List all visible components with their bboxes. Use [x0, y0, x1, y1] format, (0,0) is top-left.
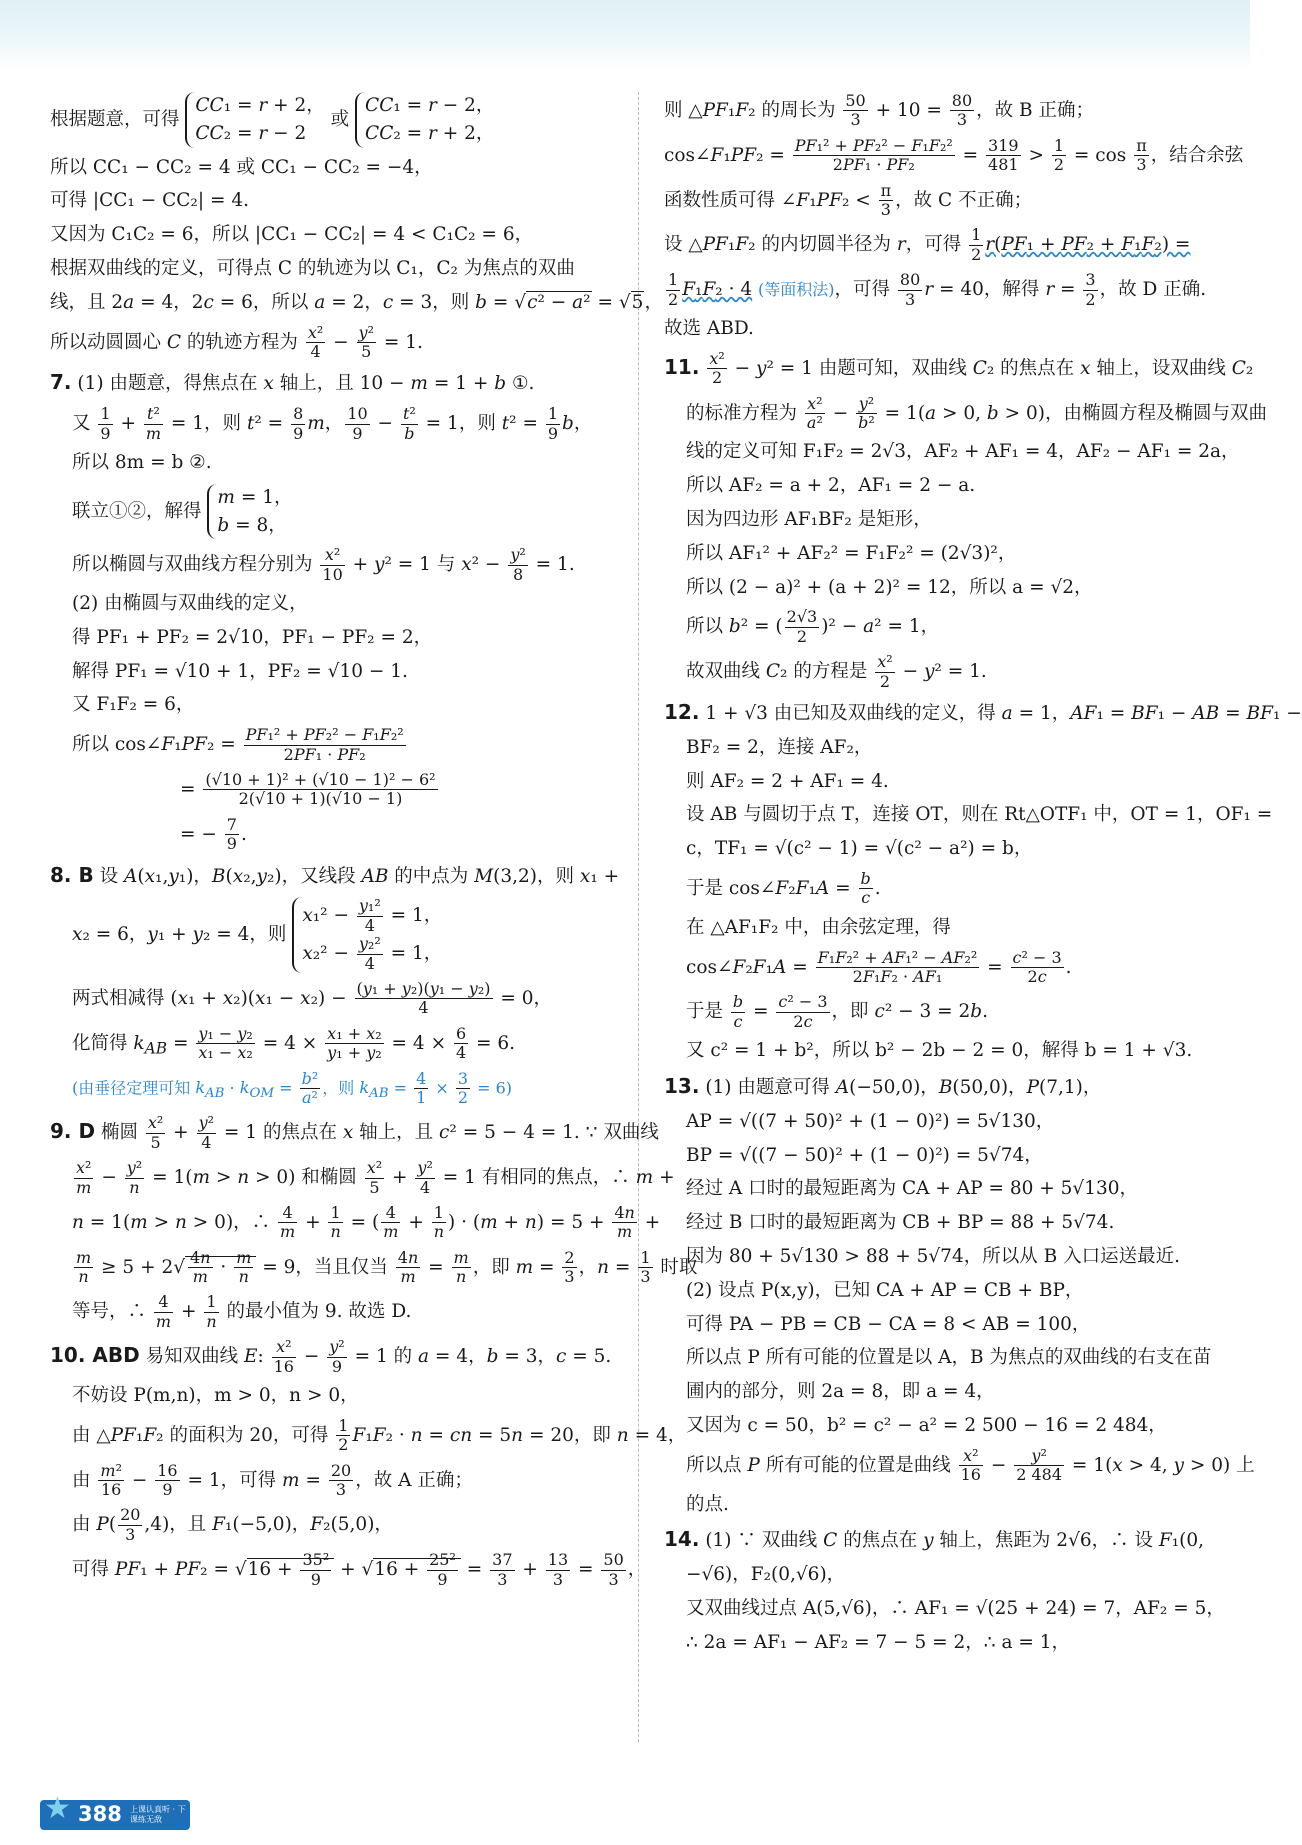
text-line: 又 c² = 1 + b²，所以 b² − 2b − 2 = 0，解得 b = 1 + √3. — [686, 1040, 1193, 1062]
text-line: 又 F₁F₂ = 6， — [72, 694, 195, 716]
text-line: = $\frac{\text{(√10 + 1)² + (√10 − 1)² − 6²}}{2(√10 + 1)(√10 - 1)}$ — [180, 770, 436, 809]
text-line: 联立①②，解得 m = 1， b = 8， — [50, 484, 618, 540]
text-line: 所以 (2 − a)² + (a + 2)² = 12，所以 a = √2， — [686, 576, 1093, 598]
text-line: AP = √((7 + 50)² + (1 − 0)²) = 5√130， — [686, 1110, 1055, 1132]
text-line: $\frac{1}{2}$ F₁F₂ · 4 (等面积法)，可得 $\frac{80}{3}$ r = 40，解得 r = $\frac{3}{2}$ ，故 D 正确. — [668, 270, 1207, 309]
text-line: 故双曲线 C₂ 的方程是 $\frac{\text{x²}}{2}$ − y² = 1. — [686, 652, 987, 691]
text-line: 所以椭圆与双曲线方程分别为 $\frac{\text{x²}}{10}$ + y² = 1 与 x² − $\frac{\text{y²}}{8}$ = 1. — [72, 545, 575, 584]
left-column — [50, 92, 698, 1596]
text-line: 经过 B 口时的最短距离为 CB + BP = 88 + 5√74. — [686, 1212, 1115, 1234]
column-divider — [638, 92, 639, 1742]
text-line: $\frac{\text{x²}}{m}$ − $\frac{\text{y²}}{n}$ = 1(m > n > 0) 和椭圆 $\frac{\text{x²}}{5}$ + $\frac{\text{y²}}{4}$ = 1 有相同的焦点，∴ m + — [76, 1158, 675, 1197]
text-line: x₂ = 6，y₁ + y₂ = 4，则 x₁² − $\frac{\text{y₁²}}{4}$ = 1， x₂² − $\frac{\text{y₂²}}{4}$ = 1， — [72, 896, 443, 973]
text-line: BF₂ = 2，连接 AF₂， — [686, 736, 873, 758]
text-line: 等号，∴ $\frac{4}{m}$ + $\frac{1}{n}$ 的最小值为 9. 故选 D. — [72, 1292, 412, 1331]
text-line: 根据题意，可得 CC₁ = r + 2， CC₂ = r − 2 或 CC₁ = r − 2， CC₂ = r + 2， — [50, 92, 618, 148]
question-14: 14. (1) ∵ 双曲线 C 的焦点在 y 轴上，焦距为 2√6，∴ 设 F₁(0, — [664, 1527, 1205, 1552]
text-line: 又因为 C₁C₂ = 6，所以 |CC₁ − CC₂| = 4 < C₁C₂ = 6， — [50, 224, 534, 246]
text-line: 化简得 $k_{AB}$ = $\frac{\text{y₁ − y₂}}{\text{x₁ − x₂}}$ = 4 × $\frac{\text{x₁ + x₂}}{\text{y₁ + y₂}}$ = 4 × $\frac{6}{4}$ = 6. — [72, 1023, 516, 1063]
text-line: 函数性质可得 ∠F₁PF₂ < $\frac{\pi}{3}$ ，故 C 不正确； — [664, 180, 1033, 219]
question-10: 10. ABD 易知双曲线 E: $\frac{\text{x²}}{16}$ − $\frac{\text{y²}}{9}$ = 1 的 a = 4，b = 3，c = 5. — [50, 1337, 612, 1376]
footer-slogan: 上课认真听 · 下课练无敌 — [130, 1805, 186, 1824]
page-number: 388 — [78, 1802, 122, 1826]
text-line: cos∠F₂F₁A = $\frac{\text{F₁F₂² + AF₁² − AF₂²}}{\text{2F₁F₂ · AF₁}}$ = $\frac{\text{c² − 3}}{2c}$ . — [686, 947, 1072, 986]
text-line: 的点. — [686, 1493, 729, 1515]
text-line: 可得 PA − PB = CB − CA = 8 < AB = 100， — [686, 1313, 1091, 1335]
text-line: cos∠F₁PF₂ = $\frac{\text{PF₁² + PF₂² − F₁F₂²}}{\text{2PF₁ · PF₂}}$ = $\frac{319}{481}$ > $\frac{1}{2}$ = cos $\frac{\pi}{3}$ ，结合余弦 — [664, 135, 1244, 175]
text-line: 因为四边形 AF₁BF₂ 是矩形， — [686, 508, 932, 530]
text-line: 所以 CC₁ − CC₂ = 4 或 CC₁ − CC₂ = −4， — [50, 156, 433, 178]
text-line: 所以 AF₁² + AF₂² = F₁F₂² = (2√3)²， — [686, 542, 1017, 564]
text-line: 所以点 P 所有可能的位置是曲线 $\frac{\text{x²}}{16}$ − $\frac{\text{y²}}{2 484}$ = 1(x > 4, y > 0) 上 — [686, 1445, 1255, 1485]
text-line: = − $\frac{7}{9}$ . — [180, 814, 247, 854]
right-column — [664, 91, 1302, 1664]
text-line: 不妨设 P(m,n)，m > 0，n > 0， — [72, 1385, 359, 1407]
text-line: 可得 PF₁ + PF₂ = √16 + $\frac{\text{35²}}{9}$ + √16 + $\frac{\text{25²}}{9}$ = $\frac{37}{3}$ + $\frac{13}{3}$ = $\frac{50}{3}$ ， — [72, 1550, 647, 1589]
text-line: n = 1(m > n > 0)，∴ $\frac{4}{m}$ + $\frac{1}{n}$ = ( $\frac{4}{m}$ + $\frac{1}{n}$ ) · (m + n) = 5 + $\frac{4n}{m}$ + — [72, 1202, 661, 1242]
text-line: (2) 由椭圆与双曲线的定义， — [72, 593, 308, 615]
text-line: 圃内的部分，则 2a = 8，即 a = 4， — [686, 1381, 995, 1403]
text-line: 两式相减得 (x₁ + x₂)(x₁ − x₂) − $\frac{\text{(y₁ + y₂)(y₁ − y₂)}}{4}$ = 0， — [72, 979, 553, 1018]
question-12: 12. 1 + √3 由已知及双曲线的定义，得 a = 1，AF₁ = BF₁ − AB = BF₁ − — [664, 699, 1302, 724]
text-line: BP = √((7 − 50)² + (1 − 0)²) = 5√74， — [686, 1144, 1043, 1166]
question-7: 7. (1) 由题意，得焦点在 x 轴上，且 10 − m = 1 + b ①. — [50, 370, 535, 395]
text-line: 根据双曲线的定义，可得点 C 的轨迹为以 C₁，C₂ 为焦点的双曲 — [50, 257, 575, 279]
text-line: 于是 $\frac{b}{c}$ = $\frac{\text{c² − 3}}{2c}$ ，即 c² − 3 = 2b. — [686, 992, 989, 1031]
question-11: 11. $\frac{\text{x²}}{2}$ − y² = 1 由题可知，双曲线 C₂ 的焦点在 x 轴上，设双曲线 C₂ — [664, 348, 1254, 388]
text-line: 所以 8m = b ②. — [72, 451, 212, 473]
text-line: 所以 b² = ( $\frac{2√3}{2}$ )² − a² = 1， — [686, 607, 940, 646]
text-line: $\frac{m}{n}$ ≥ 5 + 2√ $\frac{4n}{m}$ · $\frac{m}{n}$ = 9，当且仅当 $\frac{4n}{m}$ = $\frac{m}{n}$ ，即 m = $\frac{2}{3}$ ，n = $\frac{1}{3}$ 时取 — [76, 1247, 698, 1287]
text-line: 在 △AF₁F₂ 中，由余弦定理，得 — [686, 916, 951, 938]
text-line: 所以动圆圆心 C 的轨迹方程为 $\frac{\text{x²}}{4}$ − $\frac{\text{y²}}{5}$ = 1. — [50, 322, 423, 361]
text-line: 所以点 P 所有可能的位置是以 A，B 为焦点的双曲线的右支在苗 — [686, 1347, 1212, 1369]
text-line: (2) 设点 P(x,y)，已知 CA + AP = CB + BP， — [686, 1279, 1084, 1301]
text-line: 线的定义可知 F₁F₂ = 2√3，AF₂ + AF₁ = 4，AF₂ − AF₁ = 2a， — [686, 441, 1240, 463]
text-line: 故选 ABD. — [664, 317, 754, 339]
text-line: 又双曲线过点 A(5,√6)，∴ AF₁ = √(25 + 24) = 7，AF₂ = 5， — [686, 1598, 1225, 1620]
text-line: −√6)，F₂(0,√6)， — [686, 1564, 846, 1586]
question-13: 13. (1) 由题意可得 A(−50,0)，B(50,0)，P(7,1)， — [664, 1073, 1102, 1098]
text-line: ∴ 2a = AF₁ − AF₂ = 7 − 5 = 2，∴ a = 1， — [686, 1631, 1071, 1653]
text-line: 设 AB 与圆切于点 T，连接 OT，则在 Rt△OTF₁ 中，OT = 1，OF₁ = — [686, 804, 1273, 826]
question-9: 9. D 椭圆 $\frac{\text{x²}}{5}$ + $\frac{\text{y²}}{4}$ = 1 的焦点在 x 轴上，且 c² = 5 − 4 = 1. ∵ 双曲线 — [50, 1113, 659, 1152]
text-line: 经过 A 口时的最短距离为 CA + AP = 80 + 5√130， — [686, 1178, 1139, 1200]
text-line: 设 △PF₁F₂ 的内切圆半径为 r，可得 $\frac{1}{2}$ r(PF₁ + PF₂ + F₁F₂) = — [664, 225, 1191, 264]
text-line: 由 △PF₁F₂ 的面积为 20，可得 $\frac{1}{2}$ F₁F₂ · n = cn = 5n = 20，即 n = 4， — [72, 1415, 687, 1455]
text-line: 则 △PF₁F₂ 的周长为 $\frac{50}{3}$ + 10 = $\frac{80}{3}$ ，故 B 正确； — [664, 91, 1095, 130]
text-line: 可得 |CC₁ − CC₂| = 4. — [50, 190, 249, 212]
text-line: 由 $\frac{\text{m²}}{16}$ − $\frac{16}{9}$ = 1，可得 m = $\frac{20}{3}$ ，故 A 正确； — [72, 1460, 473, 1500]
text-line: 因为 80 + 5√130 > 88 + 5√74，所以从 B 入口运送最近. — [686, 1246, 1180, 1267]
text-line: 线，且 2a = 4，2c = 6，所以 a = 2，c = 3，则 b = √c² − a² = √5， — [50, 291, 663, 313]
text-line: 得 PF₁ + PF₂ = 2√10，PF₁ − PF₂ = 2， — [72, 626, 433, 648]
text-line: 所以 AF₂ = a + 2，AF₁ = 2 − a. — [686, 475, 976, 497]
note-line: (由垂径定理可知 $k_{AB} \cdot k_{OM}$ = $\frac{\text{b²}}{\text{a²}}$ ，则 $k_{AB}$ = $\frac{4}{1}$ × $\frac{3}{2}$ = 6) — [72, 1068, 513, 1107]
text-line: 解得 PF₁ = √10 + 1，PF₂ = √10 − 1. — [72, 660, 408, 682]
text-line: 所以 cos∠F₁PF₂ = $\frac{\text{PF₁² + PF₂² − F₁F₂²}}{\text{2PF₁ · PF₂}}$ — [72, 725, 404, 764]
text-line: 由 P( $\frac{20}{3}$ ,4)，且 F₁(−5,0)，F₂(5,0)， — [72, 1505, 393, 1544]
question-8: 8. B 设 A(x₁,y₁)，B(x₂,y₂)，又线段 AB 的中点为 M(3,2)，则 x₁ + — [50, 862, 620, 887]
text-line: c，TF₁ = √(c² − 1) = √(c² − a²) = b， — [686, 838, 1033, 860]
page-footer — [40, 1791, 190, 1832]
text-line: 于是 cos∠F₂F₁A = $\frac{b}{c}$ . — [686, 868, 881, 908]
top-band — [0, 0, 1250, 70]
text-line: 又因为 c = 50，b² = c² − a² = 2 500 − 16 = 2 484， — [686, 1415, 1167, 1437]
text-line: 则 AF₂ = 2 + AF₁ = 4. — [686, 770, 889, 792]
text-line: 又 $\frac{1}{9}$ + $\frac{\text{t²}}{m}$ = 1，则 t² = $\frac{8}{9}$ m， $\frac{10}{9}$ − $\frac{\text{t²}}{b}$ = 1，则 t² = $\frac{1}{9}$ b， — [72, 404, 593, 443]
text-line: 的标准方程为 $\frac{\text{x²}}{\text{a²}}$ − $\frac{\text{y²}}{\text{b²}}$ = 1(a > 0, b > 0)，由椭圆方程及椭圆与双曲 — [686, 393, 1267, 432]
star-icon: ★ — [44, 1791, 71, 1826]
